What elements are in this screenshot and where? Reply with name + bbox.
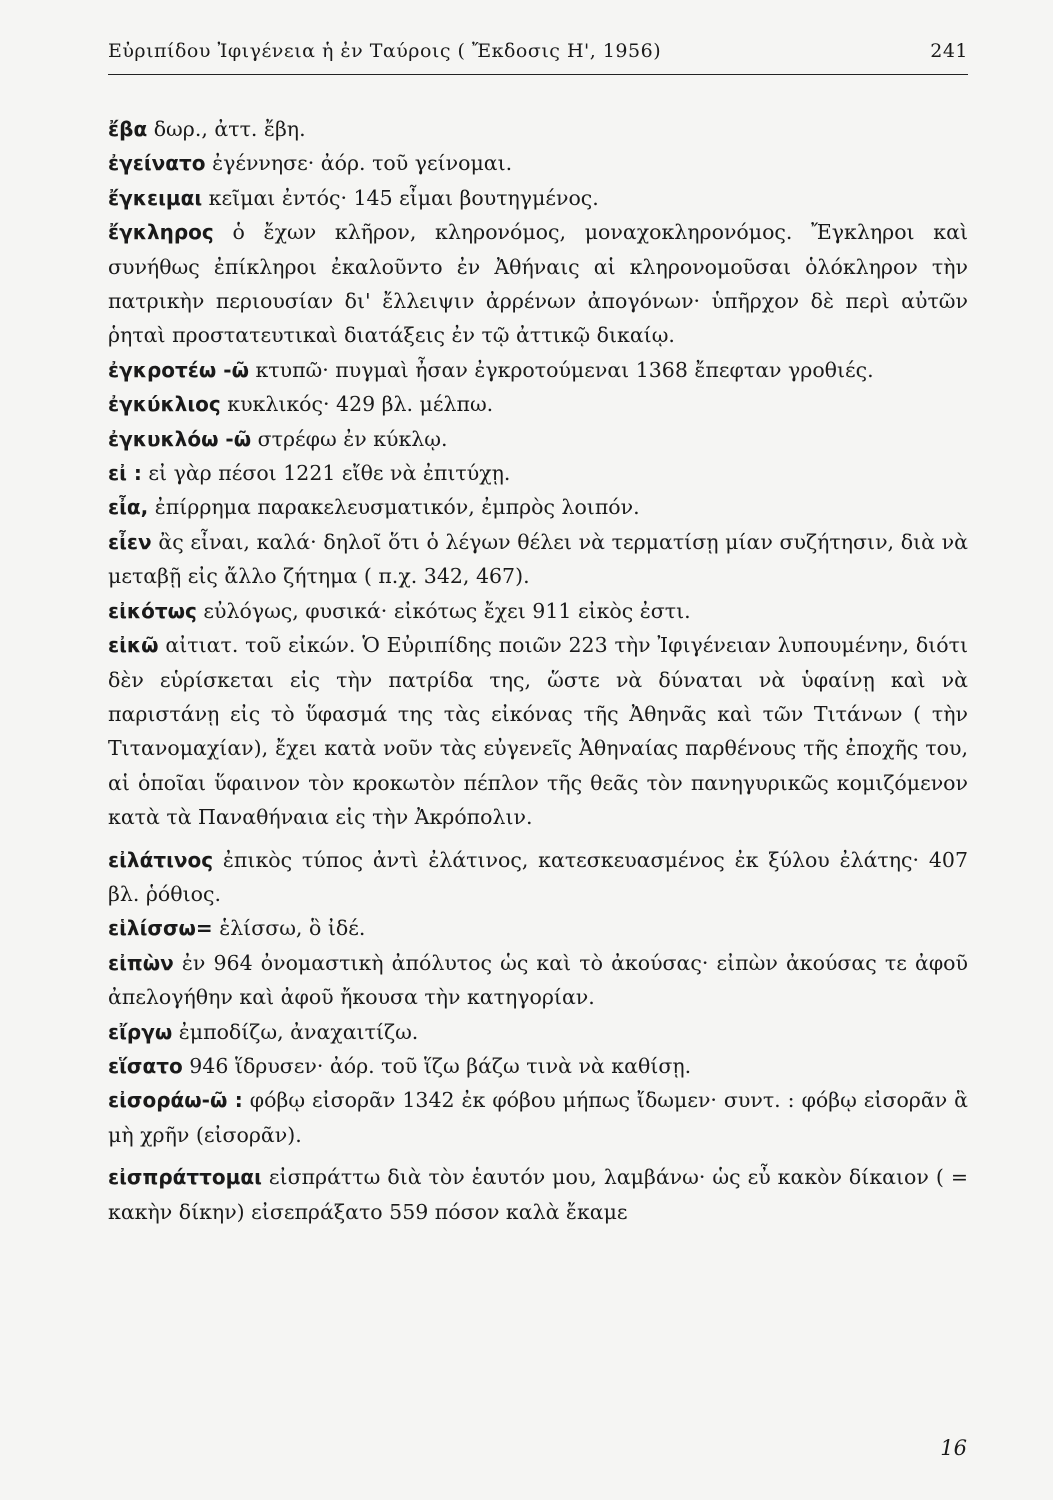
headword: εἰσπράττομαι: [108, 1165, 262, 1190]
definition: κεῖμαι ἐντός· 145 εἶμαι βουτηγμένος.: [202, 185, 599, 210]
definition: ἑλίσσω, ὃ ἰδέ.: [212, 916, 366, 941]
definition: ἐν 964 ὀνομαστικὴ ἀπόλυτος ὡς καὶ τὸ ἀκούσας· εἰπὼν ἀκούσας τε ἀφοῦ ἀπελογήθην καὶ ἀφοῦ ἤκουσα τὴν κατηγορίαν.: [108, 950, 968, 1010]
definition: εὐλόγως, φυσικά· εἰκότως ἔχει 911 εἰκὸς ἐστι.: [196, 598, 691, 623]
headword: ἐγκυκλόω -ῶ: [108, 426, 252, 451]
signature-mark: 16: [940, 1436, 967, 1460]
entry: [108, 146, 968, 180]
headword: εἰπὼν: [108, 950, 174, 975]
entry: [108, 525, 968, 594]
headword: εἰκότως: [108, 598, 197, 623]
entry: [108, 843, 968, 912]
entry: [108, 181, 968, 215]
definition: στρέφω ἐν κύκλῳ.: [251, 426, 448, 451]
entry: [108, 594, 968, 628]
definition: κτυπῶ· πυγμαὶ ἦσαν ἐγκροτούμεναι 1368 ἔπεφταν γροθιές.: [248, 357, 874, 382]
entry: [108, 1083, 968, 1152]
entry: [108, 215, 968, 353]
headword: ἐγκροτέω -ῶ: [108, 357, 249, 382]
definition: εἰ γὰρ πέσοι 1221 εἴθε νὰ ἐπιτύχῃ.: [141, 461, 511, 486]
entry: [108, 628, 968, 834]
entry: [108, 1015, 968, 1049]
headword: εἰκῶ: [108, 633, 159, 658]
running-header: [108, 40, 968, 62]
definition: ἐμποδίζω, ἀναχαιτίζω.: [172, 1019, 419, 1044]
headword: εἰλάτινος: [108, 847, 214, 872]
entry: [108, 353, 968, 387]
headword: εἶα,: [108, 495, 149, 520]
definition: ἐπίρρημα παρακελευσματικόν, ἐμπρὸς λοιπόν.: [148, 495, 640, 520]
definition: δωρ., ἀττ. ἔβη.: [147, 117, 306, 141]
headword: εἶεν: [108, 529, 152, 554]
headword: εἵσατο: [108, 1053, 183, 1078]
definition: εἰσπράττω διὰ τὸν ἑαυτόν μου, λαμβάνω· ὡς εὖ κακὸν δίκαιον ( = κακὴν δίκην) εἰσεπράξατο 559 πόσον καλὰ ἔκαμε: [108, 1165, 968, 1224]
headword: ἔβα: [108, 117, 148, 141]
running-title: Εὐριπίδου Ἰφιγένεια ἡ ἐν Ταύροις ( Ἔκδοσις Η', 1956): [108, 40, 662, 62]
entry: [108, 422, 968, 456]
definition: ἐπικὸς τύπος ἀντὶ ἐλάτινος, κατεσκευασμένος ἐκ ξύλου ἐλάτης· 407 βλ. ῥόθιος.: [108, 847, 968, 906]
entry: [108, 1049, 968, 1083]
headword: εἰ :: [108, 461, 142, 486]
definition: 946 ἵδρυσεν· ἀόρ. τοῦ ἵζω βάζω τινὰ νὰ καθίσῃ.: [182, 1053, 692, 1078]
headword: ἐγείνατο: [108, 151, 206, 176]
entry: [108, 490, 968, 524]
headword: ἔγκειμαι: [108, 185, 203, 210]
entry: [108, 911, 968, 945]
entry: [108, 112, 968, 146]
headword: ἔγκληρος: [108, 220, 214, 245]
entry: [108, 946, 968, 1015]
entry: [108, 387, 968, 421]
header-rule: [108, 74, 968, 75]
headword: εἴργω: [108, 1019, 173, 1044]
entry: [108, 1160, 968, 1229]
dictionary-entries: [108, 112, 968, 1229]
entry: [108, 456, 968, 490]
page-number: 241: [930, 40, 968, 62]
definition: φόβῳ εἰσορᾶν 1342 ἐκ φόβου μήπως ἴδωμεν· συντ. : φόβῳ εἰσορᾶν ἃ μὴ χρῆν (εἰσορᾶν).: [108, 1088, 968, 1147]
headword: εἰσοράω-ῶ :: [108, 1088, 243, 1113]
definition: ἐγέννησε· ἀόρ. τοῦ γείνομαι.: [205, 151, 513, 176]
definition: ὁ ἔχων κλῆρον, κληρονόμος, μοναχοκληρονόμος. Ἔγκληροι καὶ συνήθως ἐπίκληροι ἐκαλοῦντο ἐν Ἀθήναις αἱ κληρονομοῦσαι ὁλόκληρον τὴν πατρικὴν περιουσίαν δι' ἔλλειψιν ἀρρένων ἀπογόνων· ὑπῆρχον δὲ περὶ αὐτῶν ῥηταὶ προστατευτικαὶ διατάξεις ἐν τῷ ἀττικῷ δικαίῳ.: [108, 220, 968, 348]
definition: ἂς εἶναι, καλά· δηλοῖ ὅτι ὁ λέγων θέλει νὰ τερματίσῃ μίαν συζήτησιν, διὰ νὰ μεταβῇ εἰς ἄλλο ζήτημα ( π.χ. 342, 467).: [108, 529, 968, 589]
headword: ἐγκύκλιος: [108, 392, 221, 417]
definition: αἰτιατ. τοῦ εἰκών. Ὁ Εὐριπίδης ποιῶν 223 τὴν Ἰφιγένειαν λυπουμένην, διότι δὲν εὑρίσκεται εἰς τὴν πατρίδα της, ὥστε νὰ δύναται νὰ ὑφαίνῃ καὶ νὰ παριστάνῃ εἰς τὸ ὕφασμά της τὰς εἰκόνας τῆς Ἀθηνᾶς καὶ τῶν Τιτάνων ( τὴν Τιτανομαχίαν), ἔχει κατὰ νοῦν τὰς εὐγενεῖς Ἀθηναίας παρθένους τῆς ἐποχῆς του, αἱ ὁποῖαι ὕφαινον τὸν κροκωτὸν πέπλον τῆς θεᾶς τὸν πανηγυρικῶς κομιζόμενον κατὰ τὰ Παναθήναια εἰς τὴν Ἀκρόπολιν.: [108, 633, 968, 830]
headword: εἱλίσσω=: [108, 916, 213, 941]
definition: κυκλικός· 429 βλ. μέλπω.: [220, 392, 494, 417]
